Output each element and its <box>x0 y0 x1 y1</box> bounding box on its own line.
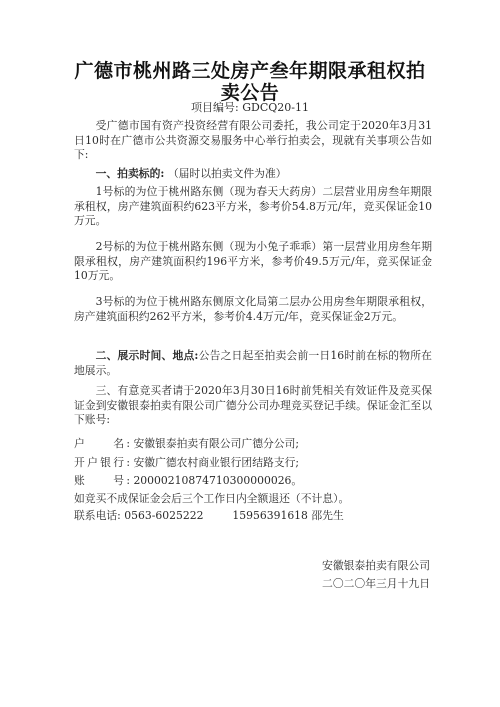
lot-1-paragraph: 1号标的为位于桃州路东侧（现为春天大药房）二层营业用房叁年期限承租权，房产建筑面积约623平方米，参考价54.8万元/年，竞买保证金10万元。 <box>74 185 432 227</box>
lot-3-paragraph: 3号标的为位于桃州路东侧原文化局第二层办公用房叁年期限承租权，房产建筑面积约262平方米，参考价4.4万元/年，竞买保证金2万元。 <box>74 295 432 323</box>
account-number-value: 20000210874710300000026。 <box>133 474 303 487</box>
account-name-value: 安徽银泰拍卖有限公司广德分公司; <box>133 437 300 450</box>
project-number-label: 项目编号: <box>191 101 239 114</box>
section1-heading: 一、拍卖标的: <box>95 167 165 180</box>
project-number-value: GDCQ20-11 <box>242 101 309 114</box>
refund-note: 如竞买不成保证金会后三个工作日内全额退还（不计息）。 <box>74 492 350 505</box>
account-name-label: 户 名: <box>74 437 130 450</box>
signature-date: 二〇二〇年三月十九日 <box>322 577 430 590</box>
intro-paragraph: 受广德市国有资产投资经营有限公司委托，我公司定于2020年3月31日10时在广德市公共资源交易服务中心举行拍卖会，现就有关事项公告如下: <box>74 119 432 161</box>
signature-company: 安徽银泰拍卖有限公司 <box>322 559 430 572</box>
section2-text: 公告之日起至拍卖会前一日16时前在标的物所在地展示。 <box>74 349 432 377</box>
contact-phone-1: 0563-6025222 <box>124 509 204 522</box>
section2-heading: 二、展示时间、地点: <box>95 349 199 362</box>
account-bank-line <box>74 456 432 471</box>
section3-paragraph: 三、有意竞买者请于2020年3月30日16时前凭相关有效证件及竞买保证金到安徽银泰拍卖有限公司广德分公司办理竞买登记手续。保证金汇至以下账号: <box>74 384 432 426</box>
account-number-line <box>74 474 432 489</box>
section1-heading-line <box>74 167 432 182</box>
contact-line <box>74 509 432 524</box>
account-name-line <box>74 437 432 452</box>
contact-label: 联系电话: <box>74 509 121 522</box>
section1-note: （届时以拍卖文件为准） <box>167 167 287 180</box>
contact-phone-2: 15956391618 邵先生 <box>232 509 344 522</box>
document-title: 广德市桃州路三处房产叁年期限承租权拍卖公告 <box>74 60 426 104</box>
account-number-label: 账 号: <box>74 474 130 487</box>
section2-paragraph <box>74 349 432 378</box>
account-bank-value: 安徽广德农村商业银行团结路支行; <box>133 456 300 469</box>
lot-2-paragraph: 2号标的为位于桃州路东侧（现为小兔子乖乖）第一层营业用房叁年期限承租权，房产建筑面积约196平方米，参考价49.5万元/年，竞买保证金10万元。 <box>74 240 432 282</box>
project-number <box>0 101 500 115</box>
account-bank-label: 开户银行: <box>74 456 130 469</box>
